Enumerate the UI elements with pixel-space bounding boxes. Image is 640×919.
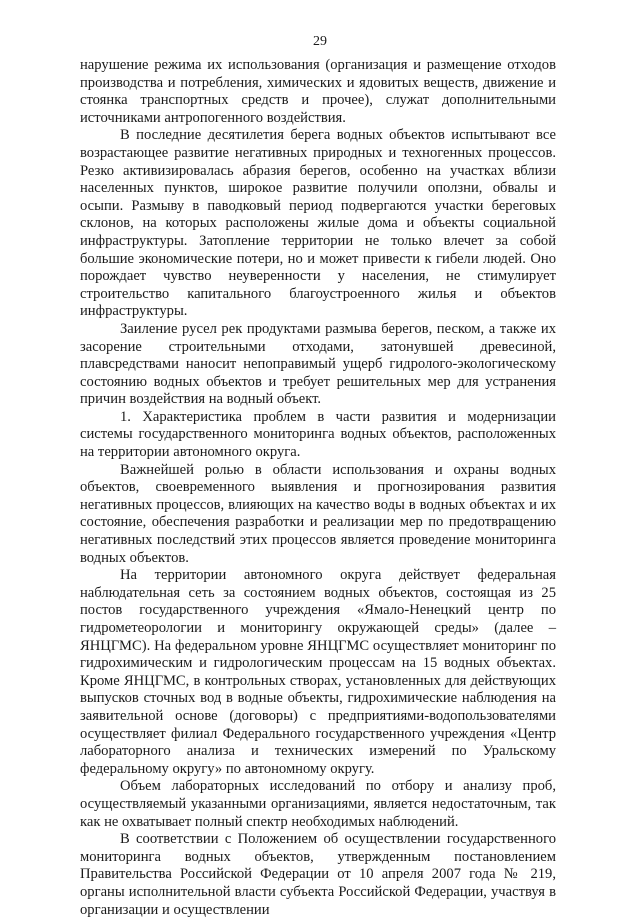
paragraph-lab-research-volume: Объем лабораторных исследований по отбору и анализу проб, осуществляемый указанными организациями, является недостаточным, так как не охватывает полный спектр необходимых наблюдений. (80, 778, 556, 830)
paragraph-regulation-reference: В соответствии с Положением об осуществлении государственного мониторинга водных объектов, утвержденным постановлением Правительства Российской Федерации от 10 апреля 2007 года № 219, органы исполнительной власти субъекта Российской Федерации, участвуя в организации и осуществлении (80, 831, 556, 918)
paragraph-observation-network: На территории автономного округа действует федеральная наблюдательная сеть за состоянием водных объектов, состоящая из 25 постов государственного учреждения «Ямало-Ненецкий центр по гидрометеорологии и мониторингу окружающей среды» (далее – ЯНЦГМС). На федеральном уровне ЯНЦГМС осуществляет мониторинг по гидрохимическим и гидрологическим процессам на 15 водных объектах. Кроме ЯНЦГМС, в контрольных створах, установленных для действующих выпусков сточных вод в водные объекты, гидрохимические наблюдения на заявительной основе (договоры) с предприятиями-водопользователями осуществляет филиал Федерального государственного учреждения «Центр лабораторного анализа и технических измерений по Уральскому федеральному округу» по автономному округу. (80, 567, 556, 777)
section-heading-monitoring-problems: 1. Характеристика проблем в части развития и модернизации системы государственного мониторинга водных объектов, расположенных на территории автономного округа. (80, 408, 556, 461)
paragraph-riverbank-processes: В последние десятилетия берега водных объектов испытывают все возрастающее развитие негативных природных и техногенных процессов. Резко активизировалась абразия берегов, особенно на участках вблизи населенных пунктов, широкое развитие получили оползни, обвалы и осыпи. Размыву в паводковый период подвергаются участки береговых склонов, на которых расположены жилые дома и объекты социальной инфраструктуры. Затопление территории не только влечет за собой большие экономические потери, но и может привести к гибели людей. Оно порождает чувство неуверенности у населения, не стимулирует строительство капитального благоустроенного жилья и объектов инфраструктуры. (80, 127, 556, 320)
page-number: 29 (313, 34, 327, 49)
paragraph-continuation: нарушение режима их использования (организация и размещение отходов производства и потребления, химических и ядовитых веществ, движение и стоянка транспортных средств и прочее), служат дополнительными источниками антропогенного воздействия. (80, 57, 556, 126)
document-body (80, 57, 556, 919)
paragraph-monitoring-role: Важнейшей ролью в области использования и охраны водных объектов, своевременного выявления и прогнозирования развития негативных процессов, влияющих на качество воды в водных объектах и их состояние, обеспечения разработки и реализации мер по предотвращению негативных последствий этих процессов является проведение мониторинга водных объектов. (80, 461, 556, 566)
paragraph-river-siltation: Заиление русел рек продуктами размыва берегов, песком, а также их засорение строительными отходами, затонувшей древесиной, плавсредствами наносит непоправимый ущерб гидролого-экологическому состоянию водных объектов и требует решительных мер для устранения причин воздействия на водный объект. (80, 320, 556, 408)
